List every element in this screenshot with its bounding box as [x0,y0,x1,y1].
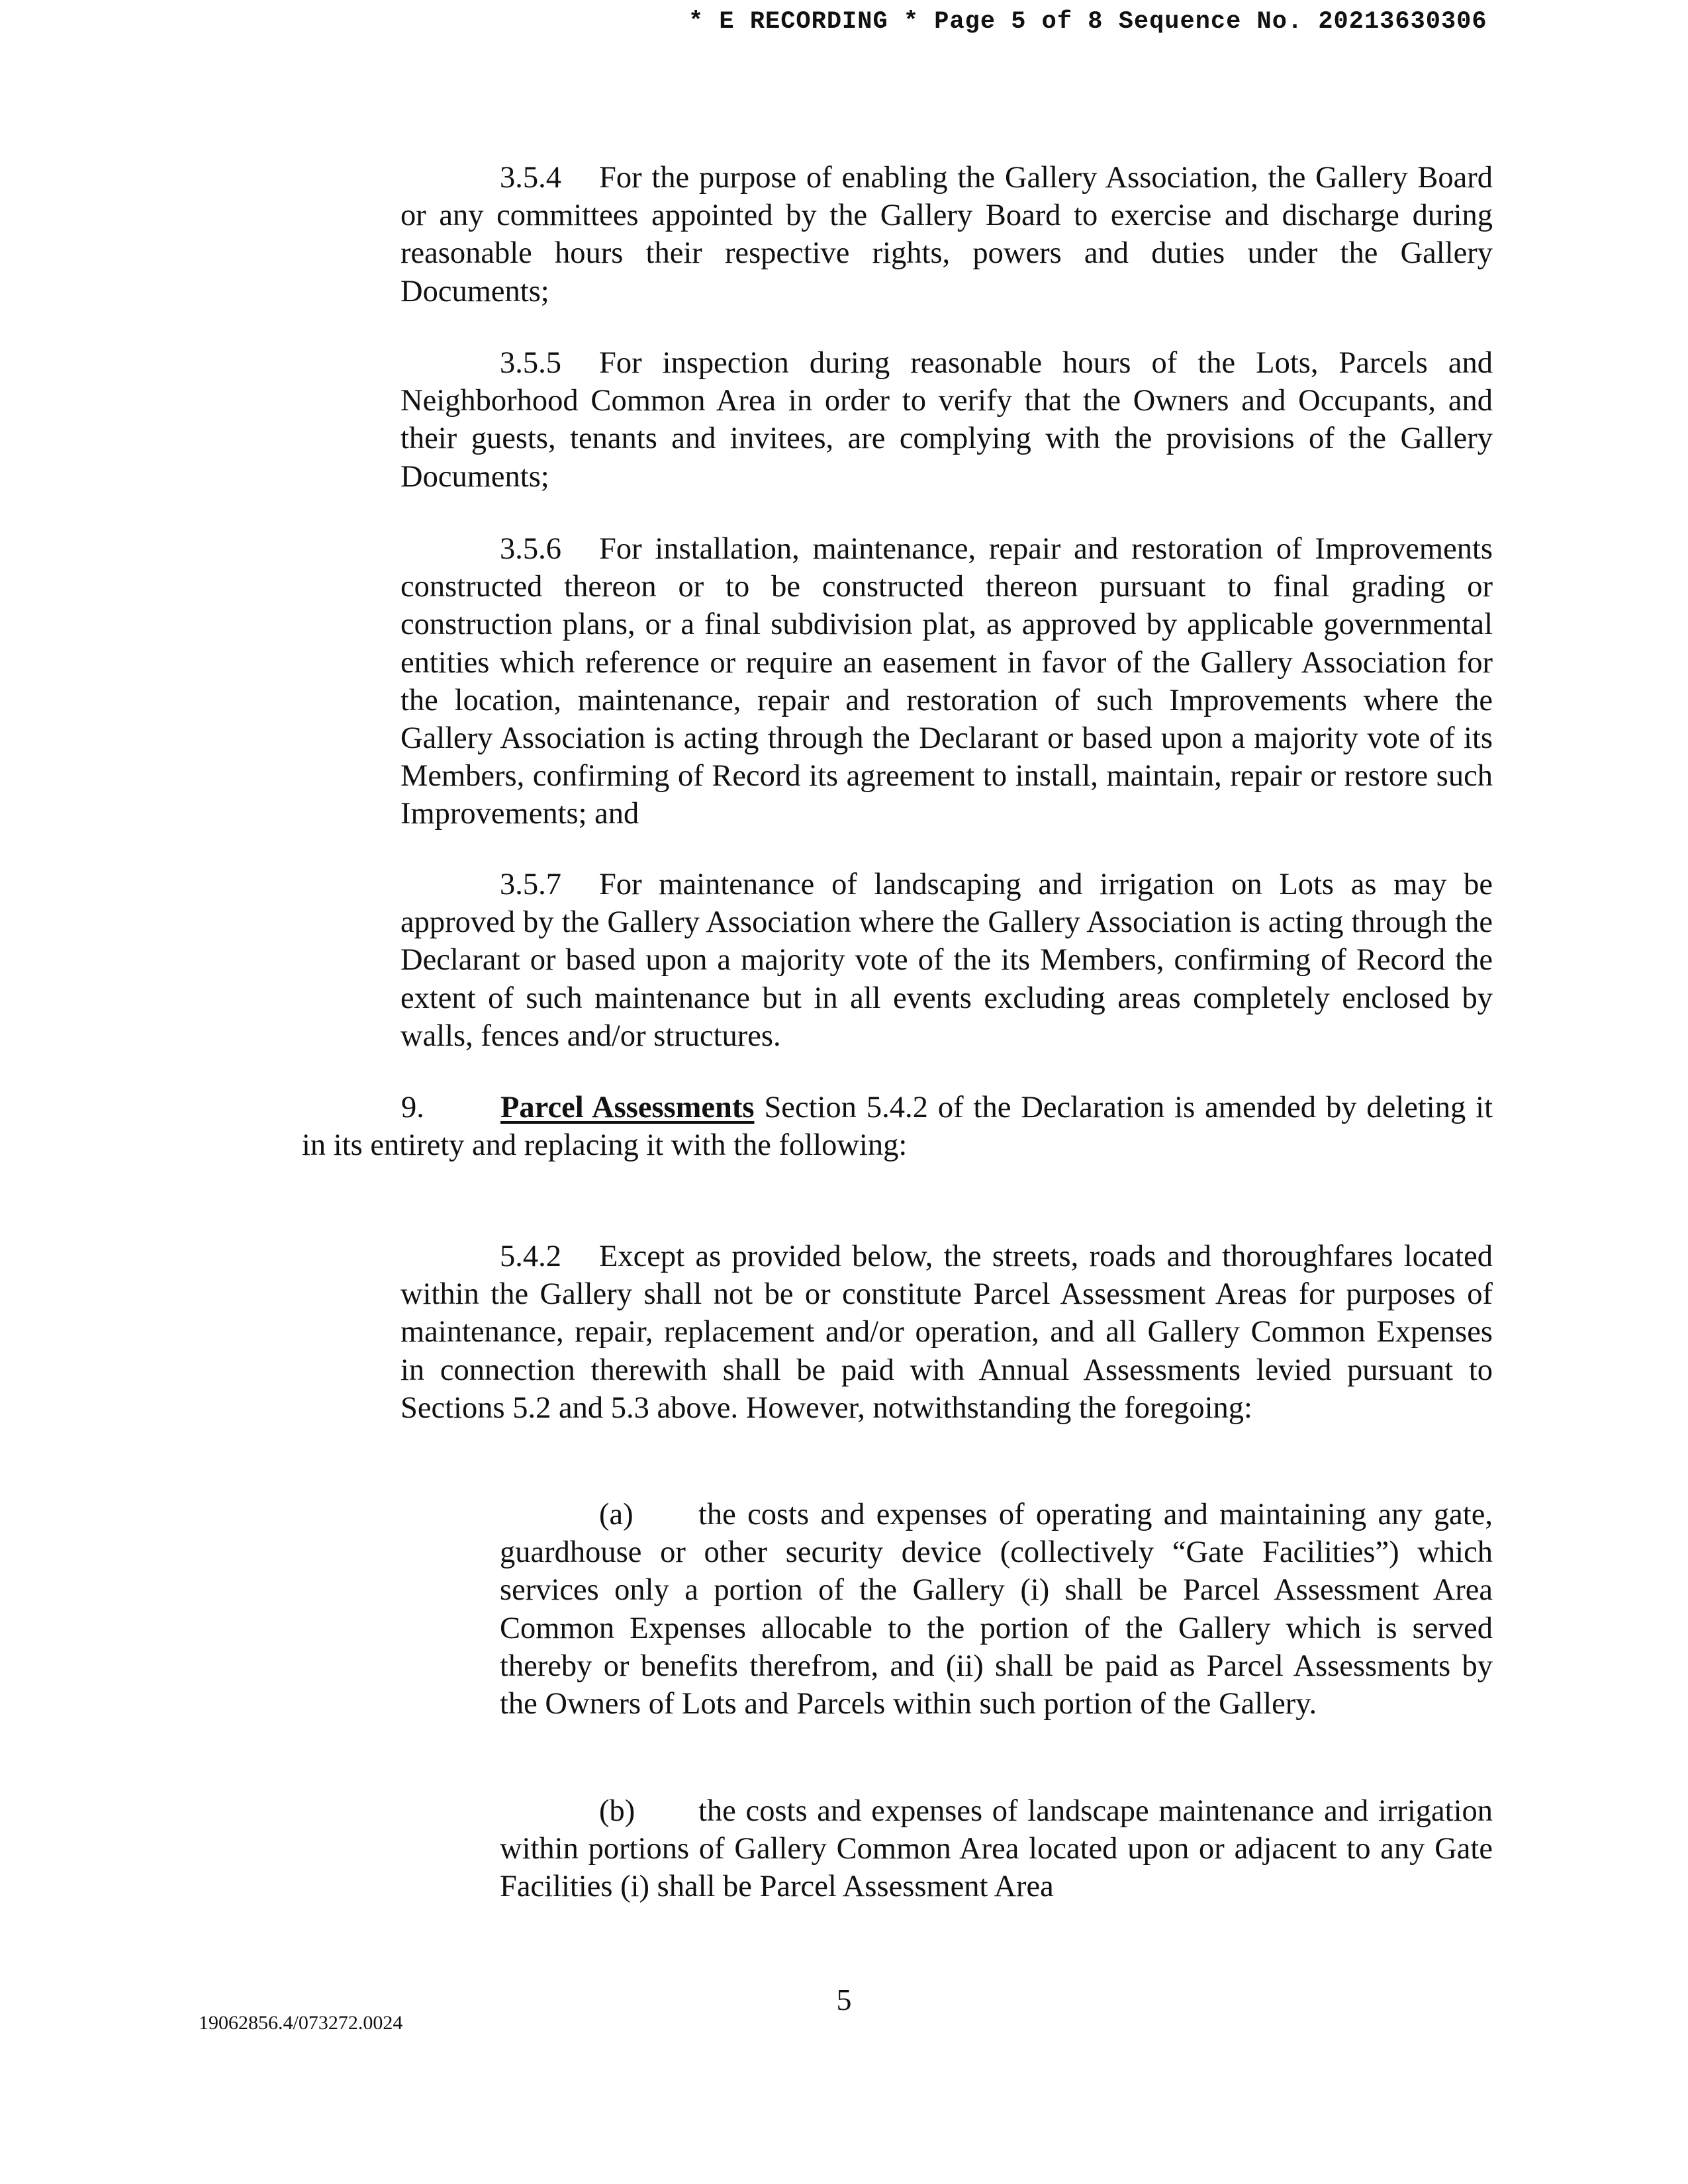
paragraph-5-4-2 [400,1238,1493,1427]
paragraph-text: For the purpose of enabling the Gallery Association, the Gallery Board or any committees appointed by the Gallery Board to exercise and discharge during reasonable hours their respective rights, powers and duties under the Gallery Documents; [400,161,1493,308]
paragraph-number: 3.5.5 [500,346,561,380]
section-text: Section 5.4.2 of the Declaration is amended by deleting it in its entirety and replacing it with the following: [302,1091,1493,1163]
page-number: 5 [836,1983,852,2017]
paragraph-text: For inspection during reasonable hours of the Lots, Parcels and Neighborhood Common Area in order to verify that the Owners and Occupants, and their guests, tenants and invitees, are complying with the provisions of the Gallery Documents; [400,346,1493,494]
paragraph-3-5-5 [400,344,1493,496]
paragraph-text: Except as provided below, the streets, roads and thoroughfares located within the Gallery shall not be or constitute Parcel Assessment Areas for purposes of maintenance, repair, replacement and/or operation, and all Gallery Common Expenses in connection therewith shall be paid with Annual Assessments levied pursuant to Sections 5.2 and 5.3 above. However, notwithstanding the foregoing: [400,1240,1493,1425]
paragraph-text: For maintenance of landscaping and irrigation on Lots as may be approved by the Gallery Association where the Gallery Association is acting through the Declarant or based upon a majority vote of the its Members, confirming of Record the extent of such maintenance but in all events excluding areas completely enclosed by walls, fences and/or structures. [400,868,1493,1053]
subparagraph-b [500,1792,1493,1906]
recording-stamp: * E RECORDING * Page 5 of 8 Sequence No. 20213630306 [688,8,1487,36]
paragraph-number: 5.4.2 [500,1240,561,1273]
section-heading: Parcel Assessments [500,1091,755,1124]
paragraph-3-5-6 [400,530,1493,833]
paragraph-text: For installation, maintenance, repair and restoration of Improvements constructed thereon or to be constructed thereon pursuant to final grading or construction plans, or a final subdivision plat, as approved by applicable governmental entities which reference or require an easement in favor of the Gallery Association for the location, maintenance, repair and restoration of such Improvements where the Gallery Association is acting through the Declarant or based upon a majority vote of its Members, confirming of Record its agreement to install, maintain, repair or restore such Improvements; and [400,532,1493,831]
section-9 [302,1089,1493,1164]
paragraph-3-5-7 [400,866,1493,1055]
paragraph-number: 3.5.7 [500,868,561,901]
subparagraph-a [500,1496,1493,1723]
subparagraph-text: the costs and expenses of operating and maintaining any gate, guardhouse or other security device (collectively “Gate Facilities”) which services only a portion of the Gallery (i) shall be Parcel Assessment Area Common Expenses allocable to the portion of the Gallery which is served thereby or benefits therefrom, and (ii) shall be paid as Parcel Assessments by the Owners of Lots and Parcels within such portion of the Gallery. [500,1498,1493,1721]
paragraph-number: 3.5.6 [500,532,561,566]
section-number: 9. [401,1091,424,1124]
subparagraph-label: (a) [599,1498,633,1531]
document-id: 19062856.4/073272.0024 [199,2012,403,2034]
paragraph-number: 3.5.4 [500,161,561,195]
subparagraph-label: (b) [599,1794,635,1828]
subparagraph-text: the costs and expenses of landscape maintenance and irrigation within portions of Gallery Common Area located upon or adjacent to any Gate Facilities (i) shall be Parcel Assessment Area [500,1794,1493,1904]
paragraph-3-5-4 [400,159,1493,310]
